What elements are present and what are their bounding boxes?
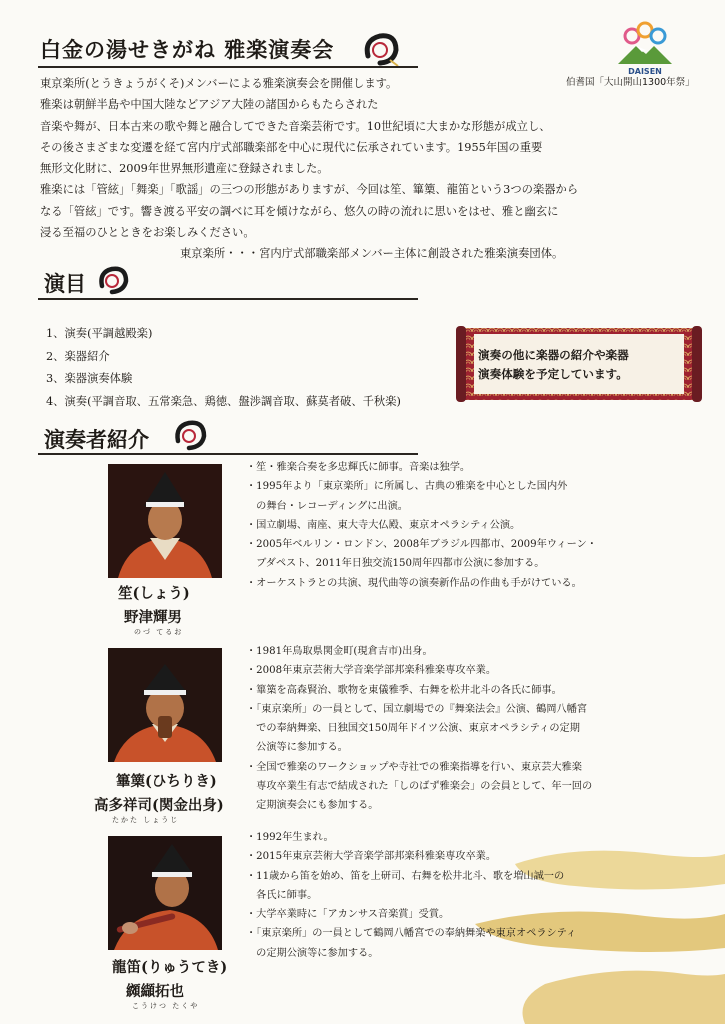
program-item: 1、演奏(平調越殿楽) <box>46 327 153 340</box>
intro-line: その後さまざまな変遷を経て宮内庁式部職楽部を中心に現代に伝承されています。1955年国の重要 <box>40 140 543 154</box>
performers-divider <box>38 453 418 455</box>
title-divider <box>38 66 418 68</box>
performer-bio <box>246 642 592 816</box>
performer-ruby: のづ てるお <box>134 628 184 636</box>
program-item: 3、楽器演奏体験 <box>46 372 133 385</box>
bio-line: 公演等に参加する。 <box>246 742 348 754</box>
bio-line: 専攻卒業生有志で結成された「しのばず雅楽会」の会員として、年一回の <box>246 781 593 793</box>
program-list <box>46 323 401 413</box>
bio-line: ・2015年東京芸術大学音楽学部邦楽科雅楽専攻卒業。 <box>246 851 497 863</box>
bio-line: ・2005年ベルリン・ロンドン、2008年ブラジル四都市、2009年ウィーン・ <box>246 539 597 551</box>
bio-line: 定期演奏会にも参加する。 <box>246 800 379 812</box>
logo-caption: 伯耆国「大山開山1300年祭」 <box>566 77 695 88</box>
bio-line: ・笙・雅楽合奏を多忠輝氏に師事。音楽は独学。 <box>246 462 471 473</box>
performer-bio <box>246 828 576 963</box>
instrument-label: 笙(しょう) <box>118 585 190 602</box>
enso-ornament-icon <box>172 418 208 452</box>
performer-name: 纐纈拓也 <box>126 983 184 1000</box>
bio-line: ・1981年鳥取県関金町(現倉吉市)出身。 <box>246 646 433 657</box>
program-item: 2、楽器紹介 <box>46 349 110 363</box>
intro-line: 雅楽は朝鮮半島や中国大陸などアジア大陸の諸国からもたらされた <box>40 98 379 112</box>
bio-line: ・2008年東京芸術大学音楽学部邦楽科雅楽専攻卒業。 <box>246 665 497 677</box>
bio-line: ブダペスト、2011年日独交流150周年四都市公演に参加する。 <box>246 558 545 570</box>
scroll-line: 演奏の他に楽器の紹介や楽器 <box>478 348 629 362</box>
bio-line: ・全国で雅楽のワークショップや寺社での雅楽指導を行い、東京芸大雅楽 <box>246 761 582 773</box>
performer-name: 野津輝男 <box>124 609 182 626</box>
program-heading: 演目 <box>44 271 86 296</box>
intro-line: 無形文化財に、2009年世界無形遺産に登録されました。 <box>40 162 329 176</box>
bio-line: の舞台・レコーディングに出演。 <box>246 500 408 512</box>
logo-wordmark: DAISEN <box>628 67 662 76</box>
instrument-label: 龍笛(りゅうてき) <box>112 959 228 976</box>
bio-line: ・国立劇場、南座、東大寺大仏殿、東京オペラシティ公演。 <box>246 519 521 531</box>
bio-line: ・1995年より「東京楽所」に所属し、古典の雅楽を中心とした国内外 <box>246 481 568 493</box>
bio-line: での奉納舞楽、日独国交150周年ドイツ公演、東京オペラシティの定期 <box>246 723 580 735</box>
intro-line: 東京楽所(とうきょうがくそ)メンバーによる雅楽演奏会を開催します。 <box>40 77 398 90</box>
bio-line: ・「東京楽所」の一員として鶴岡八幡宮での奉納舞楽や東京オペラシティ <box>246 928 577 940</box>
instrument-label: 篳篥(ひちりき) <box>116 773 217 790</box>
bio-line: ・「東京楽所」の一員として、国立劇場での『舞楽法会』公演、鶴岡八幡宮 <box>246 703 588 715</box>
scroll-text <box>478 346 678 384</box>
page-title: 白金の湯せきがね 雅楽演奏会 <box>40 37 335 62</box>
intro-note: 東京楽所・・・宮内庁式部職楽部メンバー主体に創設された雅楽演奏団体。 <box>180 247 564 261</box>
performer-ruby: たかた しょうじ <box>112 816 180 824</box>
performers-heading: 演奏者紹介 <box>44 427 149 452</box>
program-divider <box>38 298 418 300</box>
performer-photo-ryuteki <box>108 836 222 950</box>
scroll-line: 演奏体験を予定しています。 <box>478 367 628 381</box>
bio-line: 各氏に師事。 <box>246 889 318 901</box>
intro-line: 浸る至福のひとときをお楽しみください。 <box>40 226 255 240</box>
intro-text <box>40 73 600 265</box>
enso-ornament-icon <box>96 264 130 296</box>
intro-line: 雅楽には「管絃」「舞楽」「歌謡」の三つの形態がありますが、今回は笙、篳篥、龍笛という3つの楽器から <box>40 183 579 197</box>
performer-name: 高多祥司(関金出身) <box>94 797 224 814</box>
intro-line: なる「管絃」です。響き渡る平安の調べに耳を傾けながら、悠久の時の流れに思いをはせ、雅と幽玄に <box>40 204 559 218</box>
performer-photo-sho <box>108 464 222 578</box>
performer-bio <box>246 458 597 593</box>
enso-ornament-icon <box>360 30 402 68</box>
performer-photo-hichiriki <box>108 648 222 762</box>
bio-line: ・篳篥を高森賢治、歌物を東儀雅季、右舞を松井北斗の各氏に師事。 <box>246 684 562 696</box>
performer-ruby: こうけつ たくや <box>132 1002 200 1010</box>
bio-line: ・11歳から笛を始め、笛を上研司、右舞を松井北斗、歌を増山誠一の <box>246 870 565 882</box>
bio-line: ・大学卒業時に「アカンサス音楽賞」受賞。 <box>246 909 450 921</box>
bio-line: ・1992年生まれ。 <box>246 832 334 843</box>
bio-line: ・オーケストラとの共演、現代曲等の演奏新作品の作曲も手がけている。 <box>246 577 582 589</box>
intro-line: 音楽や舞が、日本古来の歌や舞と融合してできた音楽芸術です。10世紀頃に大まかな形態が成立し、 <box>40 119 551 133</box>
program-item: 4、演奏(平調音取、五常楽急、鶏徳、盤渉調音取、蘇莫者破、千秋楽) <box>46 394 401 408</box>
bio-line: の定期公演等に参加する。 <box>246 947 379 959</box>
